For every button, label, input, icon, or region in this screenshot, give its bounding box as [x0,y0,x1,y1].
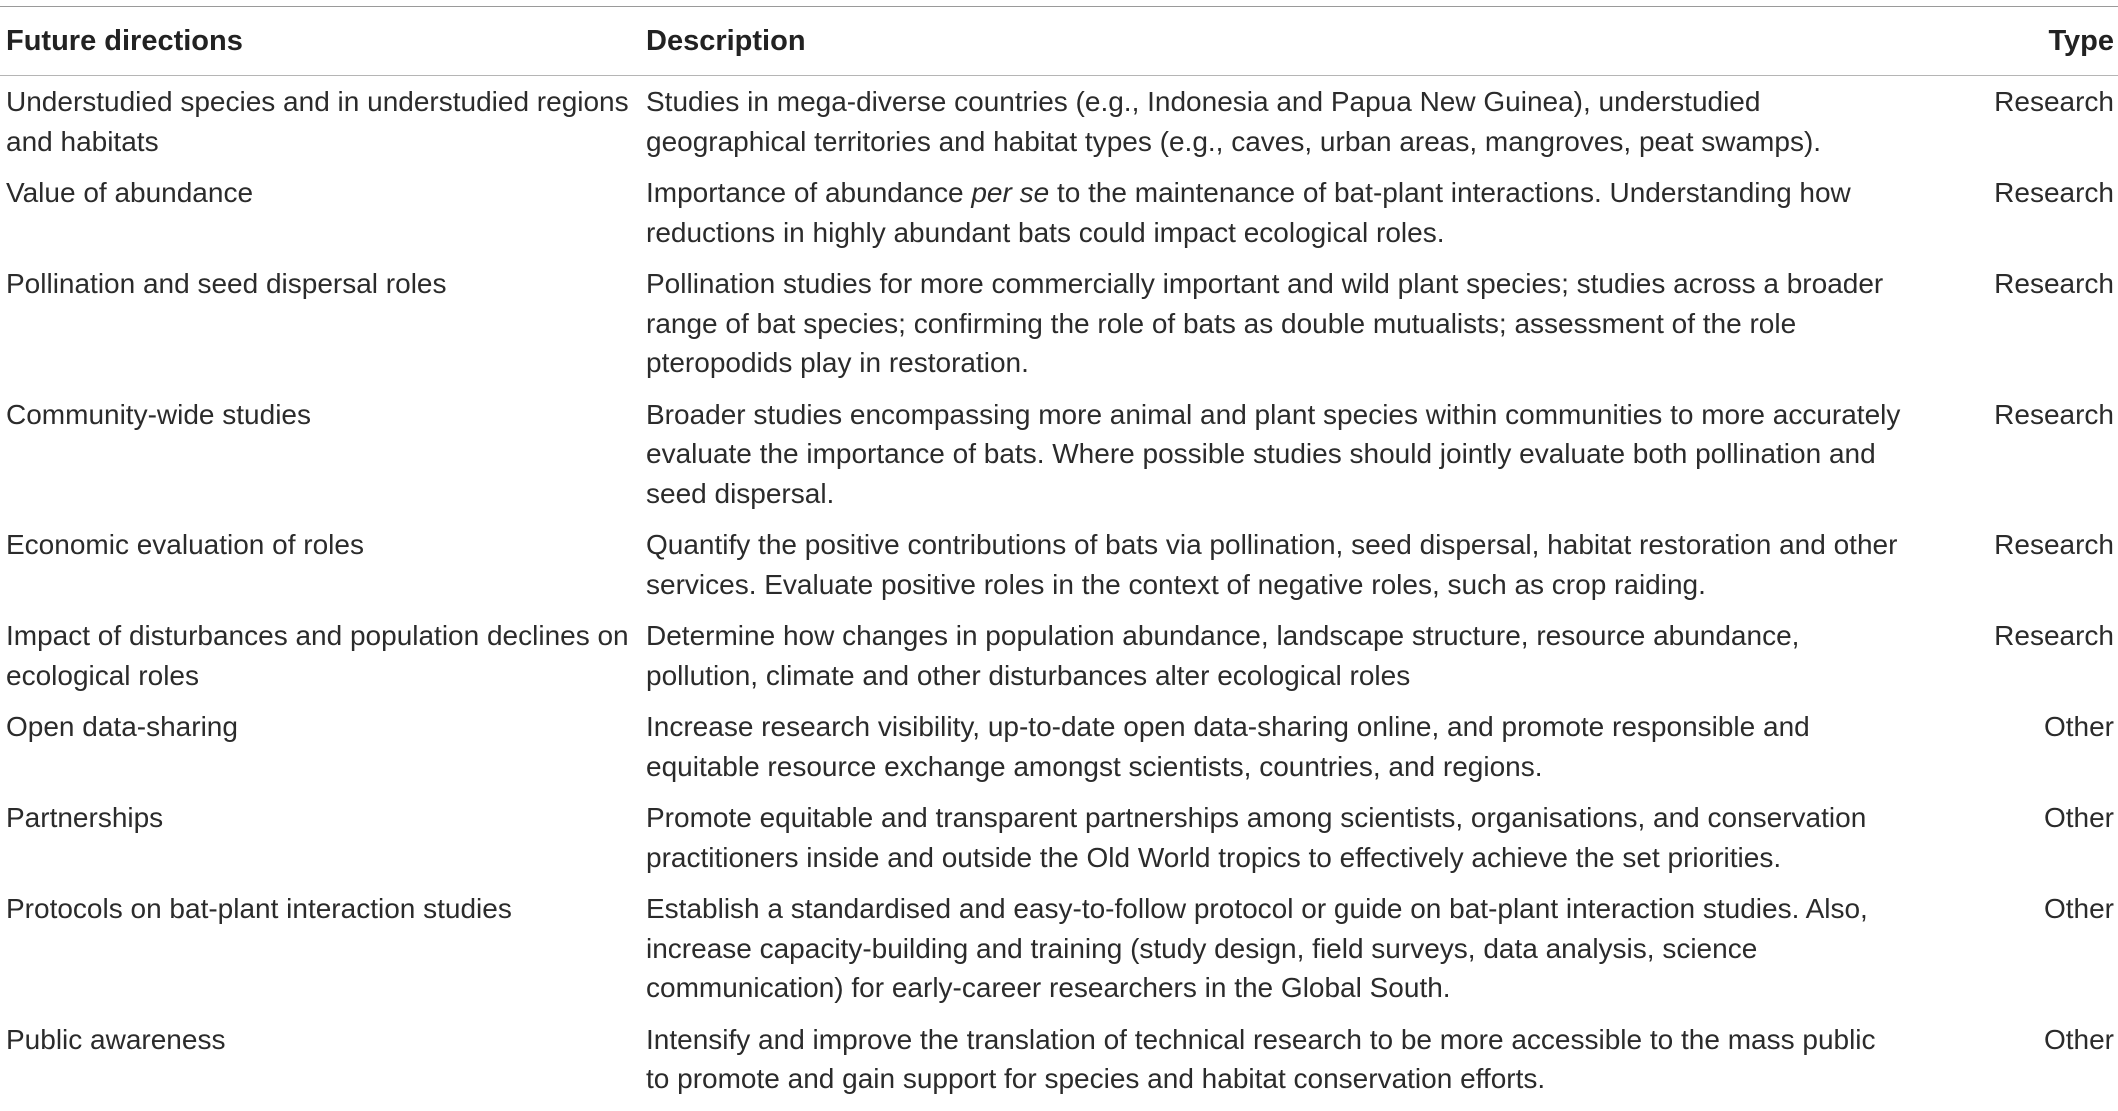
description-cell: Quantify the positive contributions of bats via pollination, seed dispersal, habitat restoration and other services. Evaluate positive roles in the context of negative roles, such as crop raiding. [646,529,1898,600]
description-cell: Promote equitable and transparent partnerships among scientists, organisations, and conservation practitioners inside and outside the Old World tropics to effectively achieve the set priorities. [646,802,1867,873]
direction-cell: Impact of disturbances and population declines on ecological roles [6,620,629,691]
table-row [0,167,2118,258]
table-row [0,1014,2118,1105]
direction-cell: Value of abundance [6,177,254,208]
direction-cell: Partnerships [6,802,164,833]
description-cell [646,173,1926,252]
table-row [0,76,2118,167]
table-row [0,792,2118,883]
future-directions-table [0,6,2118,1105]
direction-cell: Public awareness [6,1023,226,1055]
table-row [0,519,2118,610]
description-cell: Broader studies encompassing more animal and plant species within communities to more accurately evaluate the importance of bats. Where possible studies should jointly evaluate both pollination and seed dispersal. [646,398,1901,509]
description-cell: Pollination studies for more commercially important and wild plant species; studies across a broader range of bat species; confirming the role of bats as double mutualists; assessment of the role pteropodids play in restoration. [646,268,1884,378]
direction-cell: Understudied species and in understudied regions and habitats [6,86,629,157]
direction-cell: Pollination and seed dispersal roles [6,268,447,299]
table-row [0,258,2118,389]
table-row [0,610,2118,701]
description-text: Importance of abundance [646,177,972,208]
type-cell: Other [2043,893,2114,924]
table-row [0,701,2118,792]
type-cell: Research [1994,268,2114,299]
direction-cell: Community-wide studies [6,398,311,430]
header-type: Type [2048,25,2114,57]
description-italic-text: per se [971,177,1050,208]
direction-cell: Protocols on bat-plant interaction studies [6,893,512,924]
type-cell: Other [2043,1023,2114,1055]
description-cell: Determine how changes in population abundance, landscape structure, resource abundance, pollution, climate and other disturbances alter ecological roles [646,620,1800,691]
description-cell: Establish a standardised and easy-to-follow protocol or guide on bat-plant interaction studies. Also, increase capacity-building and training (study design, field surveys, data analysis, science communication) for early-career researchers in the Global South. [646,893,1868,1003]
type-cell: Research [1994,620,2114,651]
type-cell: Research [1994,86,2114,117]
table-header-row [0,7,2118,76]
header-future-directions: Future directions [6,25,243,57]
table-row [0,883,2118,1014]
header-description: Description [646,25,806,57]
table-row [0,389,2118,520]
type-cell: Research [1994,529,2114,560]
type-cell: Research [1994,398,2114,430]
direction-cell: Open data-sharing [6,711,238,742]
description-text: to the maintenance of bat-plant interactions. Understanding how reductions in highly abundant bats could impact ecological roles. [646,177,1851,248]
type-cell: Research [1994,177,2114,208]
description-cell: Intensify and improve the translation of technical research to be more accessible to the mass public to promote and gain support for species and habitat conservation efforts. [646,1023,1876,1094]
description-cell: Increase research visibility, up-to-date open data-sharing online, and promote responsible and equitable resource exchange amongst scientists, countries, and regions. [646,711,1810,782]
description-cell: Studies in mega-diverse countries (e.g., Indonesia and Papua New Guinea), understudied geographical territories and habitat types (e.g., caves, urban areas, mangroves, peat swamps). [646,86,1822,157]
type-cell: Other [2043,711,2114,742]
type-cell: Other [2043,802,2114,833]
direction-cell: Economic evaluation of roles [6,529,364,560]
